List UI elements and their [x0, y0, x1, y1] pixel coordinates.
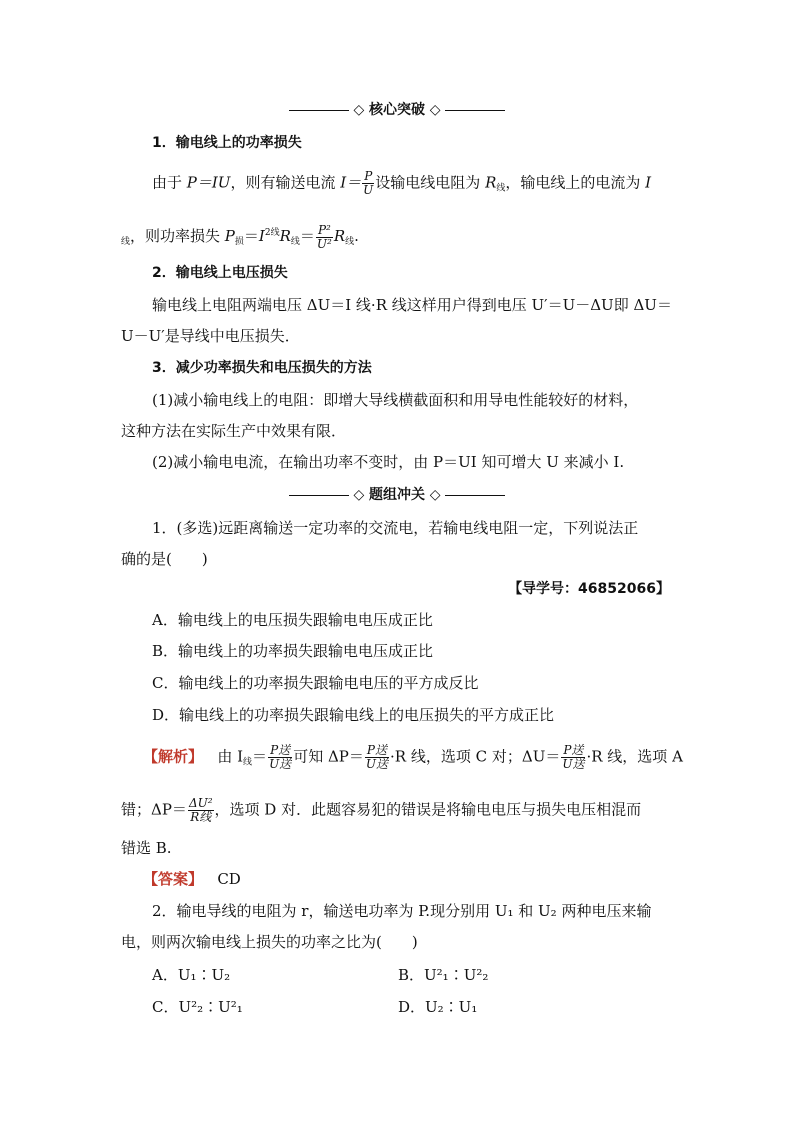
diamond-icon: ◇ [353, 102, 365, 118]
practice-section-title: 题组冲关 [369, 487, 425, 503]
answer-line [143, 868, 241, 890]
right-rule [445, 495, 505, 496]
s3-paragraph-line1: (1)减小输电线上的电阻：即增大导线横截面积和用导电性能较好的材料， [152, 391, 639, 409]
q2-option-d: D．U₂∶U₁ [398, 998, 478, 1016]
left-rule [289, 110, 349, 111]
s2-title: 2．输电线上电压损失 [152, 265, 288, 281]
s2-paragraph-line1: 输电线上电阻两端电压 ΔU＝I 线·R 线这样用户得到电压 U′＝U－ΔU即 ΔU＝ [152, 296, 672, 314]
core-section-title: 核心突破 [369, 102, 425, 118]
fraction-p-over-u: $\frac{P}{U}$ [363, 169, 374, 197]
analysis-label: 【解析】 [143, 747, 204, 766]
s1-paragraph-line2: $_线$，则功率损失 $P_损=I^{2线}R_线=$ $\frac{\text{P²}}{\text{U²}}$ $R_线$. [121, 222, 359, 251]
q1-option-d: D．输电线上的功率损失跟输电线上的电压损失的平方成正比 [152, 706, 555, 724]
fraction-psong-over-usong: $\frac{\text{P送}}{\text{U送}}$ [269, 743, 292, 771]
fraction-p2-over-u2: $\frac{\text{P²}}{\text{U²}}$ [316, 222, 332, 251]
q1-option-c: C．输电线上的功率损失跟输电电压的平方成反比 [152, 674, 479, 692]
diamond-icon: ◇ [429, 102, 441, 118]
diamond-icon: ◇ [429, 487, 441, 503]
right-rule [445, 110, 505, 111]
answer-label: 【答案】 [143, 870, 204, 888]
fraction-psong-over-usong: $\frac{\text{P送}}{\text{U送}}$ [365, 743, 389, 771]
analysis-line1: 【解析】 由 $I_线=$ $\frac{\text{P送}}{\text{U送}}$ 可知 ΔP＝ $\frac{\text{P送}}{\text{U送}}$ ·R 线，选项 C 对；ΔU＝ $\frac{\text{P送}}{\text{U送}}$ ·R 线，选项 A [143, 743, 683, 771]
q2-stem-line2: 电，则两次输电线上损失的功率之比为( ) [121, 933, 418, 951]
guide-reference-number: 【导学号：46852066】 [508, 581, 670, 597]
q2-option-c: C．U²₂∶U²₁ [152, 998, 243, 1016]
diamond-icon: ◇ [353, 487, 365, 503]
s3-title: 3．减少功率损失和电压损失的方法 [152, 360, 372, 376]
q1-option-b: B．输电线上的功率损失跟输电电压成正比 [152, 642, 434, 660]
q1-stem-line2: 确的是( ) [121, 550, 208, 568]
analysis-line3: 错选 B. [121, 839, 172, 857]
fraction-psong-over-usong: $\frac{\text{P送}}{\text{U送}}$ [562, 743, 585, 771]
q1-stem-line1: 1．(多选)远距离输送一定功率的交流电，若输电线电阻一定，下列说法正 [152, 519, 639, 537]
analysis-line2: 错；ΔP＝ $\frac{\text{ΔU²}}{\text{R线}}$ ，选项 D 对．此题容易犯的错误是将输电电压与损失电压相混而 [121, 796, 642, 824]
core-section-header [0, 98, 794, 121]
q2-option-b: B．U²₁∶U²₂ [398, 966, 489, 984]
answer-value: CD [217, 870, 241, 888]
q2-option-a: A．U₁∶U₂ [152, 966, 231, 984]
q2-stem-line1: 2．输电导线的电阻为 r，输送电功率为 P.现分别用 U₁ 和 U₂ 两种电压来输 [152, 902, 652, 920]
s3-paragraph-line2: 这种方法在实际生产中效果有限． [121, 422, 347, 440]
s2-paragraph-line2: U－U′是导线中电压损失． [121, 327, 300, 345]
s1-title: 1．输电线上的功率损失 [152, 135, 302, 151]
fraction-du2-over-r: $\frac{\text{ΔU²}}{\text{R线}}$ [188, 796, 213, 824]
left-rule [289, 495, 349, 496]
s3-paragraph-line3: (2)减小输电电流，在输出功率不变时，由 P＝UI 知可增大 U 来减小 I. [152, 453, 625, 471]
q1-option-a: A．输电线上的电压损失跟输电电压成正比 [152, 611, 433, 629]
s1-paragraph-line1: 由于 P＝IU，则有输送电流 I＝ $\frac{P}{U}$ 设输电线电阻为 $R_线$，输电线上的电流为 I [152, 169, 652, 197]
practice-section-header [0, 483, 794, 506]
